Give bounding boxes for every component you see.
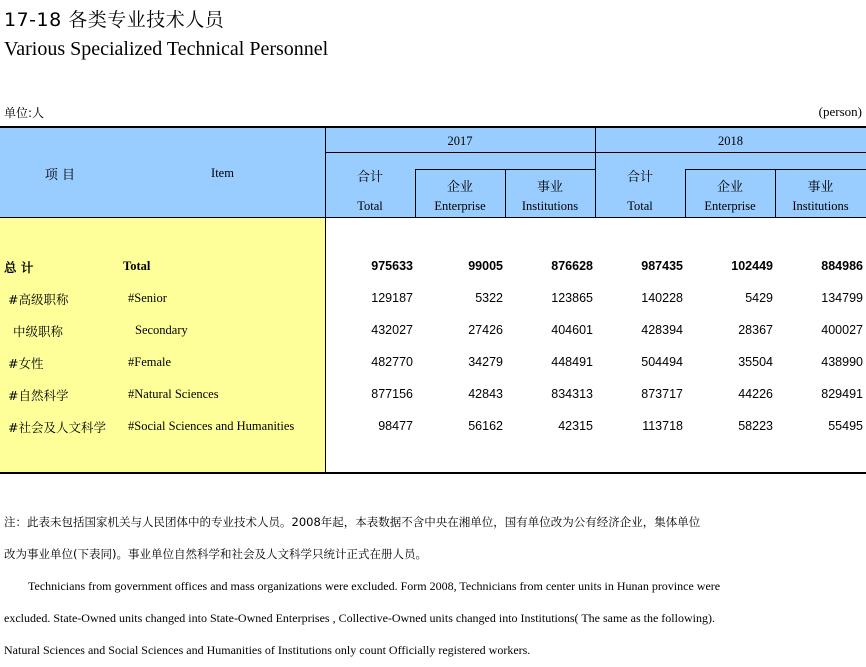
- table-cell: 5322: [475, 291, 503, 305]
- table-cell: 123865: [551, 291, 593, 305]
- table-cell: 140228: [641, 291, 683, 305]
- row-label-en: #Senior: [128, 291, 167, 305]
- table-cell: 134799: [821, 291, 863, 305]
- note-cn-line-2: 改为事业单位(下表同)。事业单位自然科学和社会及人文科学只统计正式在册人员。: [4, 547, 427, 561]
- table-cell: 55495: [828, 419, 863, 433]
- table-cell: 428394: [641, 323, 683, 337]
- table-cell: 99005: [468, 259, 503, 273]
- row-label-en: #Natural Sciences: [128, 387, 219, 401]
- header-institutions-en: Institutions: [792, 199, 849, 213]
- note-en-line-3: Natural Sciences and Social Sciences and Humanities of Institutions only count Officially registered workers.: [4, 643, 531, 657]
- table-cell: 448491: [551, 355, 593, 369]
- table-cell: 404601: [551, 323, 593, 337]
- table-cell: 34279: [468, 355, 503, 369]
- table-cell: 44226: [738, 387, 773, 401]
- table-cell: 873717: [641, 387, 683, 401]
- table-cell: 102449: [731, 259, 773, 273]
- header-institutions-cn: 事业: [807, 180, 834, 195]
- table-cell: 876628: [551, 259, 593, 273]
- table-cell: 834313: [551, 387, 593, 401]
- header-total-en: Total: [357, 199, 383, 213]
- table-bottom-rule: [0, 472, 866, 474]
- header-institutions-en: Institutions: [521, 199, 579, 213]
- row-label-en: Secondary: [135, 323, 188, 337]
- header-item-chinese: 项 目: [44, 168, 76, 183]
- row-label-cn: #自然科学: [8, 388, 69, 403]
- table-cell: 42315: [558, 419, 593, 433]
- table-cell: 438990: [821, 355, 863, 369]
- title-english: Various Specialized Technical Personnel: [4, 38, 329, 60]
- header-year-2017: 2017: [447, 134, 473, 148]
- title-chinese: 17-18 各类专业技术人员: [4, 9, 225, 31]
- note-en-line-1: Technicians from government offices and mass organizations were excluded. Form 2008, Technicians from center units in Hunan province were: [28, 579, 721, 593]
- row-label-cn: #女性: [8, 356, 44, 371]
- table-cell: 975633: [371, 259, 413, 273]
- table-cell: 28367: [738, 323, 773, 337]
- table-cell: 432027: [371, 323, 413, 337]
- table-cell: 987435: [641, 259, 683, 273]
- table-cell: 482770: [371, 355, 413, 369]
- header-enterprise-en: Enterprise: [434, 199, 486, 213]
- table-cell: 504494: [641, 355, 683, 369]
- table-cell: 56162: [468, 419, 503, 433]
- row-label-cn: 中级职称: [13, 324, 64, 339]
- table-top-rule: [0, 126, 866, 128]
- table-cell: 829491: [821, 387, 863, 401]
- table-cell: 113718: [642, 419, 683, 433]
- table-cell: 877156: [371, 387, 413, 401]
- table-cell: 42843: [468, 387, 503, 401]
- header-enterprise-cn: 企业: [716, 180, 743, 195]
- row-label-en: Total: [123, 259, 151, 273]
- unit-label-chinese: 单位:人: [4, 106, 45, 120]
- header-year-2018: 2018: [718, 134, 743, 148]
- header-enterprise-cn: 企业: [446, 180, 473, 195]
- header-total-en: Total: [627, 199, 653, 213]
- table-cell: 400027: [821, 323, 863, 337]
- table-cell: 884986: [821, 259, 863, 273]
- header-bottom-rule: [0, 217, 866, 218]
- row-label-cn: #社会及人文科学: [8, 420, 106, 435]
- table-cell: 129187: [371, 291, 413, 305]
- table-cell: 27426: [468, 323, 503, 337]
- header-enterprise-en: Enterprise: [704, 199, 756, 213]
- unit-label-english: (person): [818, 104, 862, 119]
- row-label-en: #Social Sciences and Humanities: [128, 419, 295, 433]
- note-en-line-2: excluded. State-Owned units changed into State-Owned Enterprises , Collective-Owned units changed into Institutions( The same as the following).: [4, 611, 715, 625]
- header-institutions-cn: 事业: [536, 180, 563, 195]
- header-item-english: Item: [211, 166, 234, 180]
- note-cn-line-1: 注：此表未包括国家机关与人民团体中的专业技术人员。2008年起，本表数据不含中央在湘单位，国有单位改为公有经济企业，集体单位: [4, 515, 701, 529]
- table-cell: 5429: [745, 291, 773, 305]
- header-total-cn: 合计: [356, 170, 383, 185]
- row-label-cn: #高级职称: [8, 292, 69, 307]
- table-cell: 58223: [738, 419, 773, 433]
- row-label-cn: 总 计: [4, 260, 34, 275]
- header-total-cn: 合计: [626, 170, 653, 185]
- row-label-en: #Female: [128, 355, 172, 369]
- table-cell: 35504: [738, 355, 773, 369]
- table-cell: 98477: [378, 419, 413, 433]
